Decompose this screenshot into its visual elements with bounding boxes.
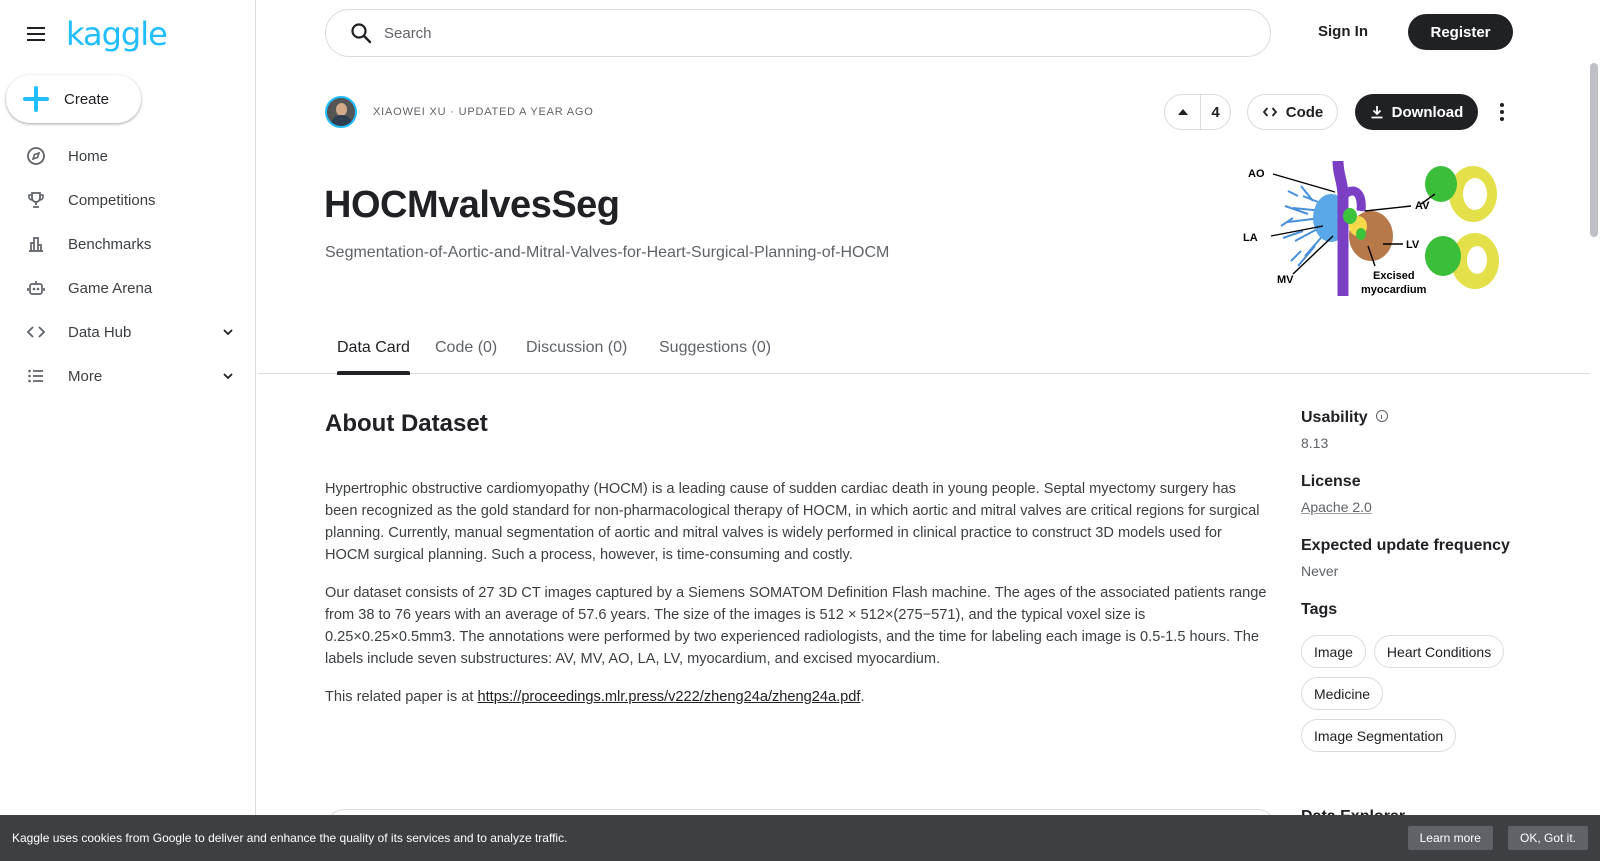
download-button-label: Download	[1391, 103, 1464, 121]
frequency-heading: Expected update frequency	[1301, 537, 1510, 554]
sidebar-item-more[interactable]	[0, 354, 256, 398]
usability-value: 8.13	[1301, 435, 1329, 451]
paper-link[interactable]: https://proceedings.mlr.press/v222/zheng24a/zheng24a.pdf	[477, 689, 861, 705]
tag-chip[interactable]: Image	[1301, 635, 1366, 668]
tags-section	[1301, 601, 1561, 752]
sign-in-button[interactable]: Sign In	[1318, 23, 1368, 40]
sidebar-item-game-arena[interactable]	[0, 266, 256, 310]
search-icon	[350, 22, 372, 44]
sidebar	[0, 0, 256, 861]
license-link[interactable]: Apache 2.0	[1301, 499, 1372, 515]
code-button[interactable]	[1247, 94, 1338, 130]
upvote-count: 4	[1211, 103, 1220, 121]
sidebar-header	[24, 15, 167, 53]
code-icon	[26, 322, 46, 342]
tag-chip[interactable]: Heart Conditions	[1374, 635, 1504, 668]
sidebar-item-label: Game Arena	[68, 279, 153, 297]
metadata-sidebar	[1301, 409, 1561, 774]
plus-icon	[22, 85, 50, 113]
tab-data-card[interactable]: Data Card	[337, 330, 410, 374]
thumbnail-label-lv: LV	[1406, 239, 1420, 251]
tab-suggestions[interactable]: Suggestions (0)	[659, 339, 772, 356]
tab-discussion[interactable]: Discussion (0)	[526, 339, 628, 356]
sidebar-item-label: Competitions	[68, 191, 156, 209]
tags-heading: Tags	[1301, 601, 1338, 618]
sidebar-item-home[interactable]	[0, 134, 256, 178]
thumbnail-label-excised: Excised	[1373, 270, 1415, 282]
search-input[interactable]	[384, 25, 1244, 42]
tab-code[interactable]: Code (0)	[435, 339, 498, 356]
thumbnail-label-av: AV	[1415, 200, 1430, 212]
download-icon	[1370, 105, 1384, 119]
kaggle-logo[interactable]: kaggle	[66, 15, 167, 53]
about-heading: About Dataset	[325, 410, 488, 437]
list-icon	[26, 366, 46, 386]
tag-list	[1301, 635, 1541, 752]
dataset-thumbnail	[1243, 156, 1513, 304]
hamburger-menu-icon[interactable]	[24, 22, 48, 46]
tag-chip[interactable]: Image Segmentation	[1301, 719, 1456, 752]
thumbnail-label-ao: AO	[1248, 168, 1265, 180]
compass-icon	[26, 146, 46, 166]
sidebar-item-data-hub[interactable]	[0, 310, 256, 354]
avatar-body	[331, 115, 352, 128]
frequency-value: Never	[1301, 563, 1339, 579]
upvote-button[interactable]	[1165, 95, 1201, 129]
about-body	[325, 478, 1270, 724]
chevron-down-icon[interactable]	[220, 368, 236, 384]
license-section	[1301, 473, 1561, 515]
code-icon	[1262, 104, 1278, 120]
create-button[interactable]	[6, 75, 141, 123]
robot-icon	[26, 278, 46, 298]
search-bar[interactable]	[325, 9, 1271, 57]
tag-chip[interactable]: Medicine	[1301, 677, 1383, 710]
thumbnail-label-myocardium: myocardium	[1361, 284, 1427, 296]
ok-got-it-button[interactable]: OK, Got it.	[1508, 826, 1588, 850]
info-icon[interactable]	[1376, 410, 1388, 422]
learn-more-button[interactable]: Learn more	[1408, 826, 1493, 850]
create-button-label: Create	[64, 90, 110, 108]
code-button-label: Code	[1285, 103, 1324, 121]
page-title: HOCMvalvesSeg	[324, 184, 620, 226]
sidebar-item-label: Benchmarks	[68, 235, 152, 253]
upvote-widget	[1164, 94, 1231, 130]
sidebar-nav	[0, 134, 256, 398]
about-paragraph	[325, 686, 1270, 708]
paper-prefix: This related paper is at	[325, 689, 478, 705]
download-button[interactable]	[1355, 94, 1478, 130]
upvote-arrow-icon	[1178, 109, 1188, 115]
sidebar-item-benchmarks[interactable]	[0, 222, 256, 266]
usability-heading	[1301, 409, 1561, 427]
sidebar-item-label: Home	[68, 147, 109, 165]
page-subtitle: Segmentation-of-Aortic-and-Mitral-Valves-for-Heart-Surgical-Planning-of-HOCM	[325, 244, 890, 261]
sidebar-item-label: Data Hub	[68, 323, 132, 341]
tab-bar	[258, 330, 1590, 374]
cookie-banner	[0, 815, 1600, 861]
sidebar-item-label: More	[68, 367, 103, 385]
about-paragraph: Our dataset consists of 27 3D CT images captured by a Siemens SOMATOM Definition Flash machine. The ages of the associated patients range from 38 to 76 years with an average of 57.6 years. The size of the images is 512 × 512×(275−571), and the typical voxel size is 0.25×0.25×0.5mm3. The annotations were performed by two experienced radiologists, and the time for labeling each image is 0.5-1.5 hours. The labels include seven substructures: AV, MV, AO, LA, LV, myocardium, and excised myocardium.	[325, 585, 1267, 667]
bar-chart-icon	[26, 234, 46, 254]
frequency-section	[1301, 537, 1561, 579]
trophy-icon	[26, 190, 46, 210]
avatar[interactable]	[325, 96, 357, 128]
register-button[interactable]: Register	[1408, 14, 1513, 50]
author-meta: XIAOWEI XU · UPDATED A YEAR AGO	[373, 106, 594, 118]
page-scrollbar[interactable]	[1590, 63, 1598, 237]
chevron-down-icon[interactable]	[220, 324, 236, 340]
about-paragraph: Hypertrophic obstructive cardiomyopathy (HOCM) is a leading cause of sudden cardiac death in young people. Septal myectomy surgery has been recognized as the gold standard for non-pharmacological therapy of HOCM, in which aortic and mitral valves are critical regions for surgical planning. Currently, manual segmentation of aortic and mitral valves is widely performed in clinical practice to construct 3D models used for HOCM surgical planning. Such a process, however, is time-consuming and costly.	[325, 481, 1260, 563]
more-options-icon[interactable]	[1492, 96, 1512, 128]
cookie-text: Kaggle uses cookies from Google to deliver and enhance the quality of its services and to analyze traffic.	[12, 831, 568, 845]
usability-section	[1301, 409, 1561, 451]
usability-label: Usability	[1301, 409, 1368, 426]
thumbnail-label-mv: MV	[1277, 274, 1294, 286]
paper-suffix: .	[860, 689, 865, 705]
sidebar-item-competitions[interactable]	[0, 178, 256, 222]
thumbnail-label-la: LA	[1243, 232, 1258, 244]
license-heading: License	[1301, 473, 1361, 490]
